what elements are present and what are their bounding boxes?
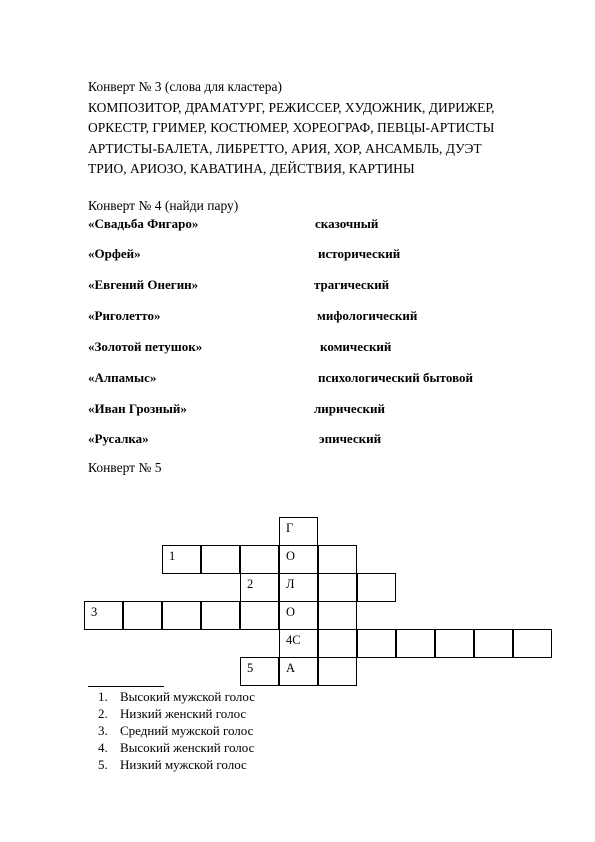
opera-genre: психологический бытовой — [318, 370, 473, 385]
crossword-cell[interactable]: О — [279, 545, 318, 574]
crossword-cell[interactable]: О — [279, 601, 318, 630]
opera-genre: комический — [320, 339, 392, 354]
crossword-cell[interactable] — [396, 629, 435, 658]
clue-number: 4. — [98, 740, 108, 755]
clue-item — [98, 689, 255, 705]
opera-genre: трагический — [314, 277, 390, 292]
cluster-words-line-1: КОМПОЗИТОР, ДРАМАТУРГ, РЕЖИССЕР, ХУДОЖНИК, ДИРИЖЕР, — [88, 100, 495, 115]
clue-item — [98, 740, 254, 756]
opera-title: «Риголетто» — [88, 308, 161, 323]
clue-text: Высокий мужской голос — [120, 689, 256, 704]
crossword-cell[interactable]: 2 — [240, 573, 279, 602]
opera-title: «Орфей» — [88, 246, 141, 261]
crossword-cell[interactable]: Г — [279, 517, 318, 546]
opera-title: «Евгений Онегин» — [88, 277, 199, 292]
crossword-cell[interactable]: 1 — [162, 545, 201, 574]
crossword-cell[interactable] — [357, 629, 396, 658]
opera-genre: сказочный — [315, 216, 379, 231]
opera-title: «Русалка» — [88, 431, 149, 446]
crossword-cell[interactable]: Л — [279, 573, 318, 602]
crossword-cell[interactable] — [123, 601, 162, 630]
clue-number: 3. — [98, 723, 108, 738]
crossword-cell[interactable] — [318, 629, 357, 658]
crossword-cell[interactable] — [240, 601, 279, 630]
clue-number: 2. — [98, 706, 108, 721]
crossword-cell[interactable]: А — [279, 657, 318, 686]
clue-item — [98, 757, 247, 773]
opera-genre: мифологический — [317, 308, 418, 323]
crossword-cell[interactable] — [357, 573, 396, 602]
crossword-cell[interactable] — [201, 545, 240, 574]
clue-text: Высокий женский голос — [120, 740, 255, 755]
envelope-5-heading: Конверт № 5 — [88, 460, 162, 475]
envelope-4-heading: Конверт № 4 (найди пару) — [88, 198, 239, 213]
crossword-cell[interactable] — [318, 601, 357, 630]
opera-title: «Иван Грозный» — [88, 401, 187, 416]
clue-text: Низкий мужской голос — [120, 757, 247, 772]
opera-title: «Алпамыс» — [88, 370, 157, 385]
opera-title: «Свадьба Фигаро» — [88, 216, 199, 231]
crossword-cell[interactable]: 5 — [240, 657, 279, 686]
crossword-cell[interactable] — [318, 573, 357, 602]
crossword-cell[interactable] — [201, 601, 240, 630]
crossword-cell[interactable] — [162, 601, 201, 630]
crossword-cell[interactable] — [318, 545, 357, 574]
cluster-words-line-4: ТРИО, АРИОЗО, КАВАТИНА, ДЕЙСТВИЯ, КАРТИНЫ — [88, 161, 415, 176]
crossword-cell[interactable] — [318, 657, 357, 686]
crossword-cell[interactable] — [240, 545, 279, 574]
divider-line — [88, 686, 164, 687]
crossword-cell[interactable]: 4С — [279, 629, 318, 658]
envelope-3-heading: Конверт № 3 (слова для кластера) — [88, 79, 282, 94]
cluster-words-line-2: ОРКЕСТР, ГРИМЕР, КОСТЮМЕР, ХОРЕОГРАФ, ПЕВЦЫ-АРТИСТЫ — [88, 120, 495, 135]
clue-item — [98, 706, 246, 722]
cluster-words-line-3: АРТИСТЫ-БАЛЕТА, ЛИБРЕТТО, АРИЯ, ХОР, АНСАМБЛЬ, ДУЭТ — [88, 141, 482, 156]
clue-text: Низкий женский голос — [120, 706, 247, 721]
opera-genre: эпический — [319, 431, 382, 446]
opera-genre: исторический — [318, 246, 401, 261]
opera-title: «Золотой петушок» — [88, 339, 203, 354]
clue-item — [98, 723, 253, 739]
clue-text: Средний мужской голос — [120, 723, 254, 738]
crossword-cell[interactable] — [474, 629, 513, 658]
clue-number: 5. — [98, 757, 108, 772]
crossword-cell[interactable] — [513, 629, 552, 658]
clue-number: 1. — [98, 689, 108, 704]
crossword-cell[interactable]: 3 — [84, 601, 123, 630]
crossword-cell[interactable] — [435, 629, 474, 658]
opera-genre: лирический — [314, 401, 386, 416]
